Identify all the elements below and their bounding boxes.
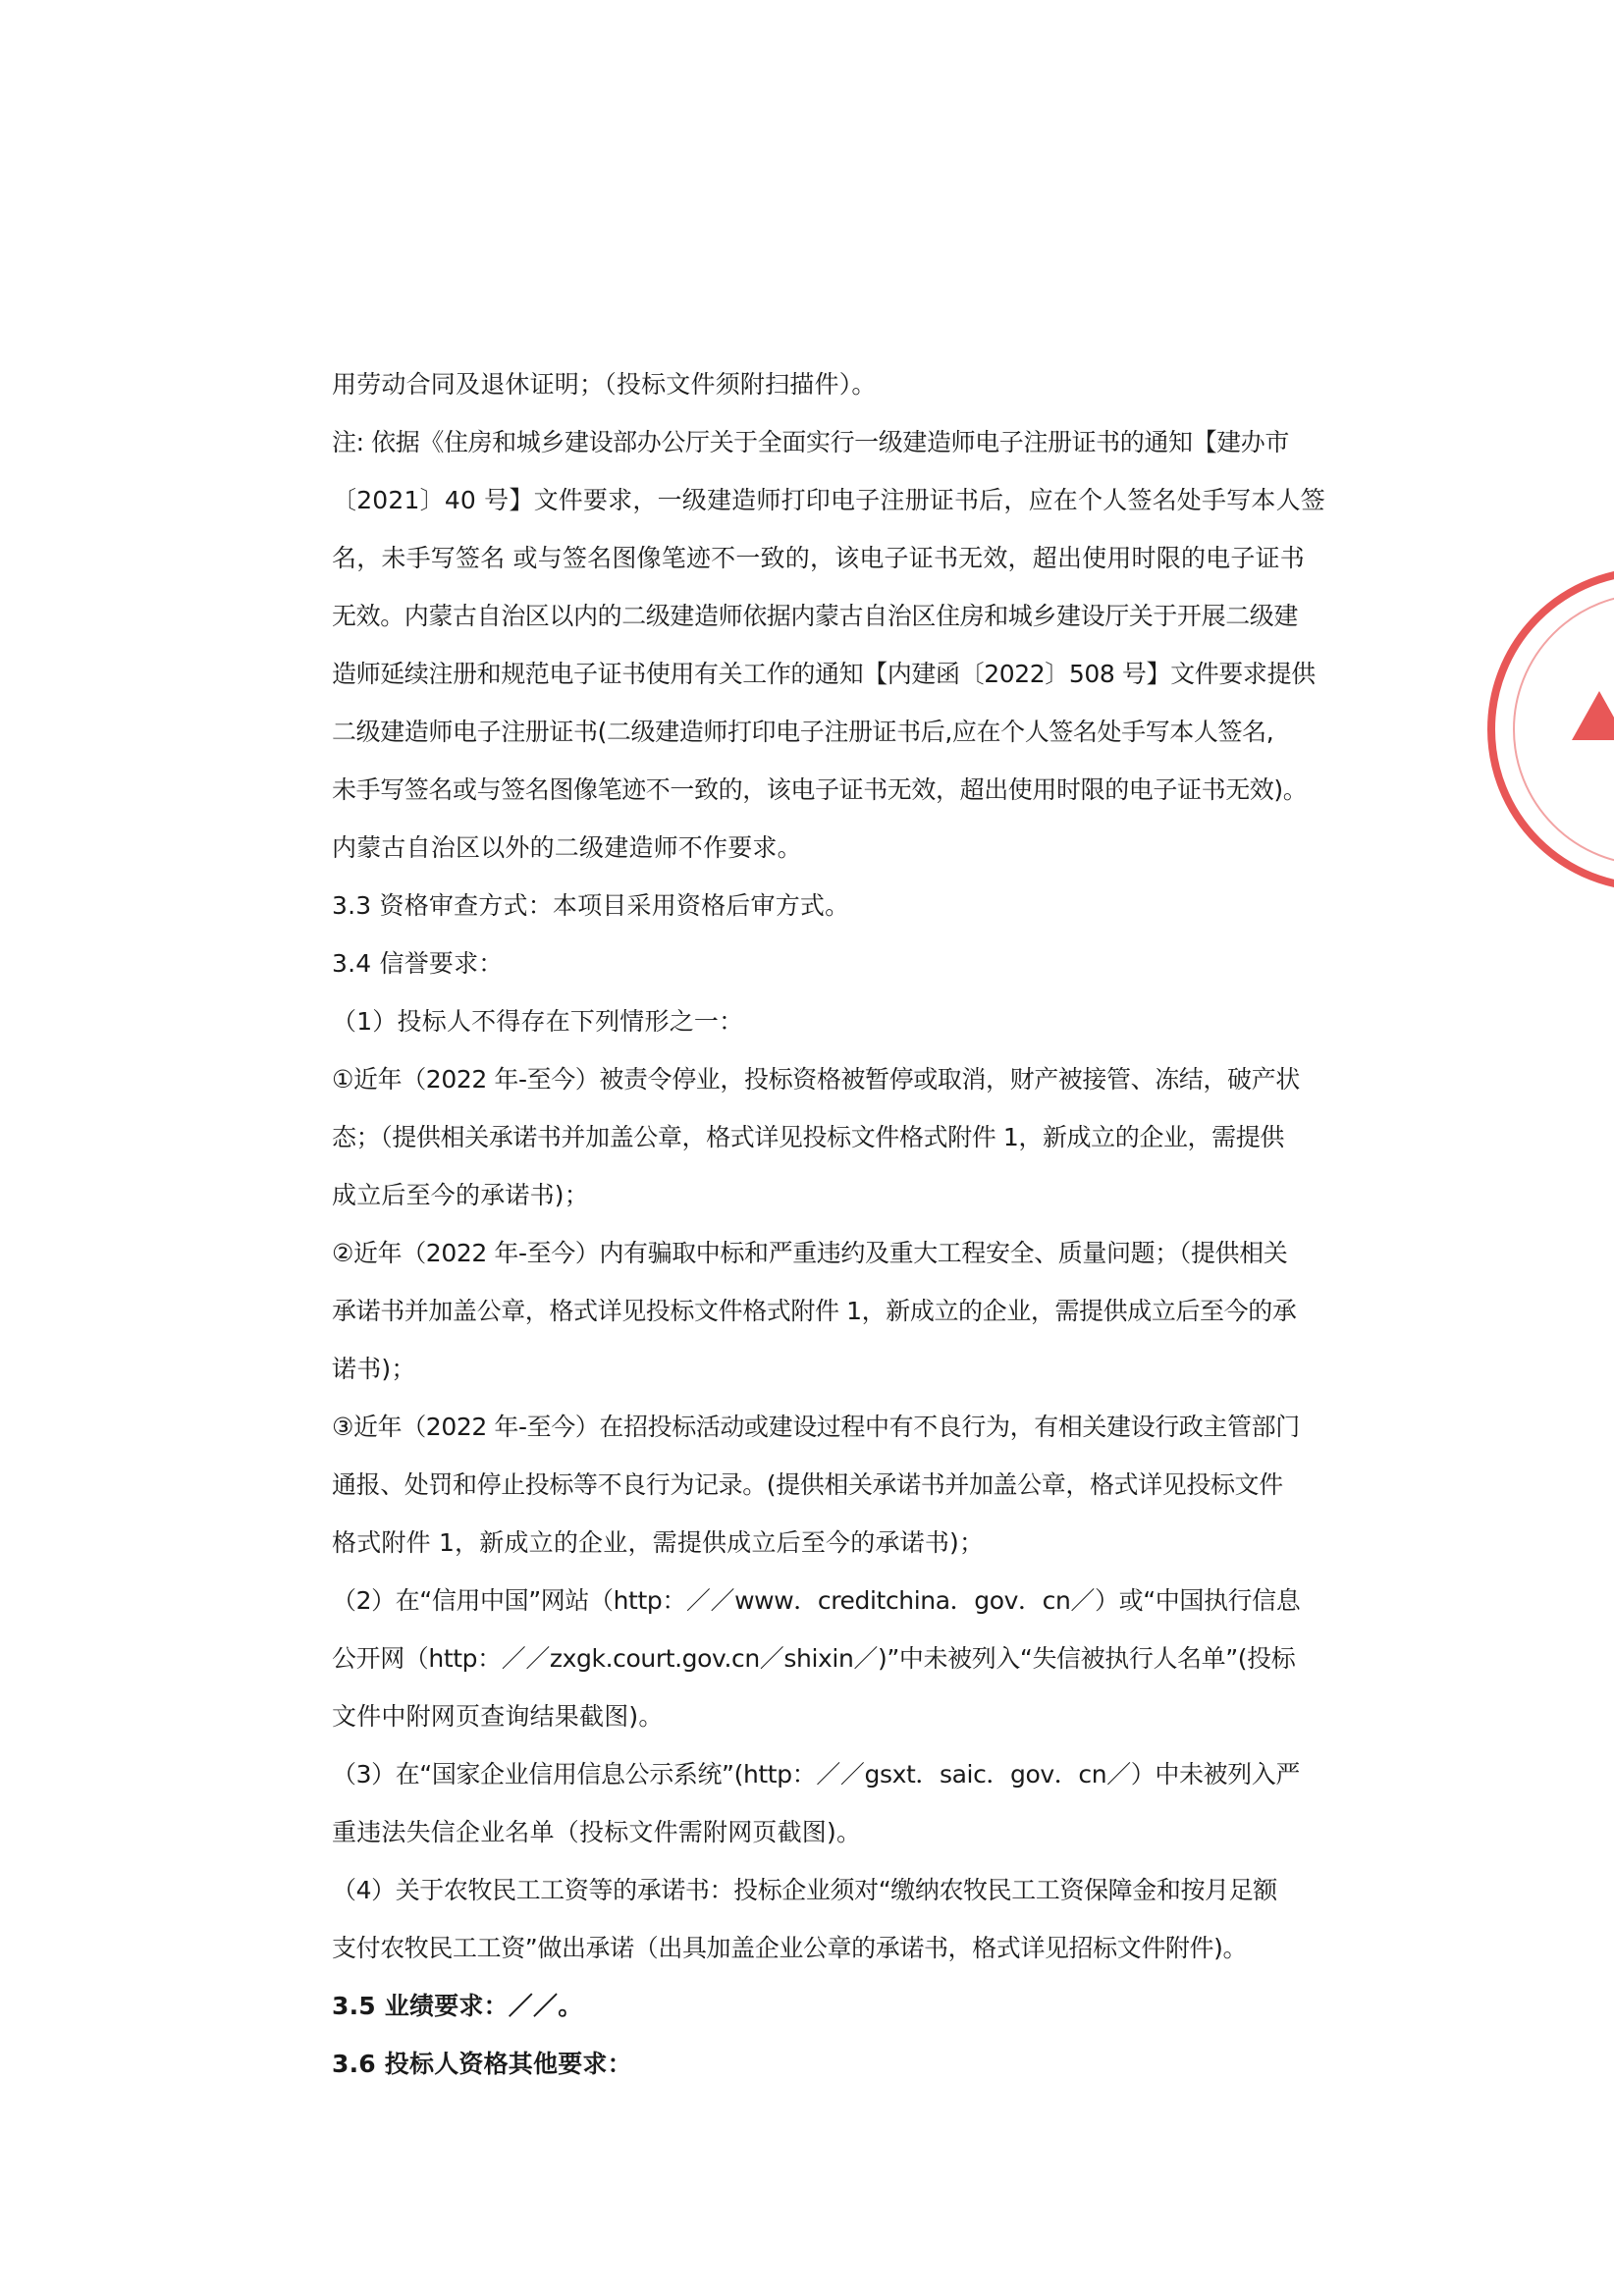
text-line: 格式附件 1，新成立的企业，需提供成立后至今的承诺书)； [332,1528,985,1557]
section-heading: 3.3 资格审查方式：本项目采用资格后审方式。 [332,891,850,920]
text-line: 造师延续注册和规范电子证书使用有关工作的通知【内建函〔2022〕508 号】文件要求提供 [332,660,1316,688]
text-line: 支付农牧民工工资”做出承诺（出具加盖企业公章的承诺书，格式详见招标文件附件)。 [332,1934,1248,1962]
text-line: 承诺书并加盖公章，格式详见投标文件格式附件 1，新成立的企业，需提供成立后至今的承 [332,1297,1297,1325]
section-heading: 3.4 信誉要求： [332,949,504,978]
text-line: 用劳动合同及退休证明；（投标文件须附扫描件）。 [332,370,877,399]
text-line: ①近年（2022 年-至今）被责令停业，投标资格被暂停或取消，财产被接管、冻结，破产状 [332,1065,1300,1094]
section-heading: 3.5 业绩要求：／／。 [332,1992,583,2020]
text-line: 文件中附网页查询结果截图)。 [332,1702,664,1731]
text-line: （4）关于农牧民工工资等的承诺书：投标企业须对“缴纳农牧民工工资保障金和按月足额 [332,1876,1277,1904]
text-line: 注: 依据《住房和城乡建设部办公厅关于全面实行一级建造师电子注册证书的通知【建办市 [332,428,1289,456]
text-line: 成立后至今的承诺书)； [332,1181,589,1209]
text-line: 重违法失信企业名单（投标文件需附网页截图)。 [332,1818,862,1846]
text-line: 名，未手写签名 或与签名图像笔迹不一致的，该电子证书无效，超出使用时限的电子证书 [332,544,1305,572]
text-line: 未手写签名或与签名图像笔迹不一致的，该电子证书无效，超出使用时限的电子证书无效)。 [332,775,1308,804]
text-line: 公开网（http：／／zxgk.court.gov.cn／shixin／)”中未被列入“失信被执行人名单”(投标 [332,1644,1296,1673]
text-line: 〔2021〕40 号】文件要求，一级建造师打印电子注册证书后，应在个人签名处手写本人签 [332,486,1325,514]
text-line: ③近年（2022 年-至今）在招投标活动或建设过程中有不良行为，有相关建设行政主管部门 [332,1413,1300,1441]
text-line: 内蒙古自治区以外的二级建造师不作要求。 [332,833,802,862]
text-line: 二级建造师电子注册证书(二级建造师打印电子注册证书后,应在个人签名处手写本人签名, [332,718,1274,746]
document-body [332,355,1343,2093]
text-line: （1）投标人不得存在下列情形之一： [332,1007,744,1036]
section-heading: 3.6 投标人资格其他要求： [332,2050,632,2078]
text-line: 态；（提供相关承诺书并加盖公章，格式详见投标文件格式附件 1，新成立的企业，需提供 [332,1123,1284,1151]
company-seal-stamp [1487,567,1614,891]
text-line: ②近年（2022 年-至今）内有骗取中标和严重违约及重大工程安全、质量问题；（提供相关 [332,1239,1288,1267]
text-line: 无效。内蒙古自治区以内的二级建造师依据内蒙古自治区住房和城乡建设厅关于开展二级建 [332,602,1299,630]
text-line: （2）在“信用中国”网站（http：／／www．creditchina．gov．cn／）或“中国执行信息 [332,1586,1301,1615]
text-line: 通报、处罚和停止投标等不良行为记录。(提供相关承诺书并加盖公章，格式详见投标文件 [332,1470,1283,1499]
text-line: （3）在“国家企业信用信息公示系统”(http：／／gsxt．saic．gov．cn／）中未被列入严 [332,1760,1300,1789]
seal-star-icon [1572,691,1614,740]
text-line: 诺书)； [332,1355,416,1383]
